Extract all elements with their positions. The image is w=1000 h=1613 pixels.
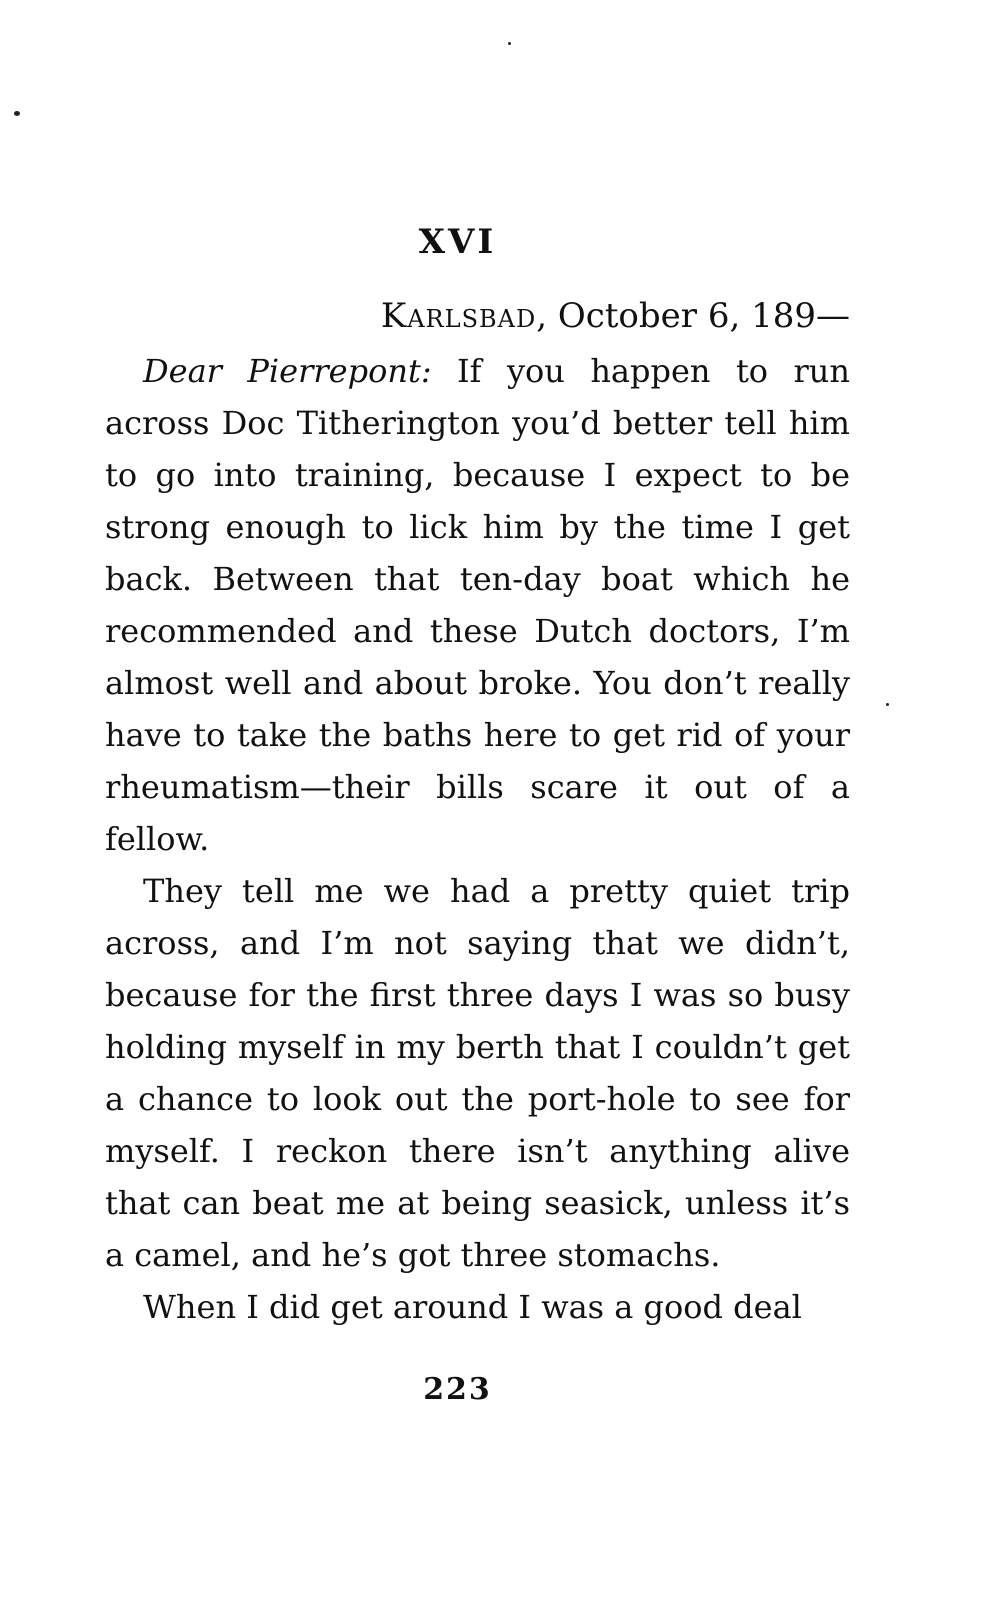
ink-speck — [508, 42, 511, 45]
paragraph-text: If you happen to run across Doc Titherington you’d better tell him to go into training, because I expect to be strong enough to lick him by the time I get back. Between that ten-day boat which he recommended and these Dutch doctors, I’m almost well and about broke. You don’t really have to take the baths here to get rid of your rheumatism—their bills scare it out of a fellow. — [105, 352, 851, 858]
letter-dateline — [381, 296, 850, 336]
page-number: 223 — [423, 1372, 492, 1407]
ink-speck — [886, 703, 889, 706]
paragraph: When I did get around I was a good deal — [143, 1288, 802, 1326]
chapter-heading: XVI — [418, 222, 497, 262]
paragraph: They tell me we had a pretty quiet trip across, and I’m not saying that we didn’t, because for the first three days I was so busy holding myself in my berth that I couldn’t get a chance to look out the port-hole to see for myself. I reckon there isn’t anything alive that can beat me at being seasick, unless it’s a camel, and he’s got three stomachs. — [105, 872, 850, 1274]
letter-body — [105, 345, 850, 1333]
dateline-place: Karlsbad — [380, 296, 537, 336]
paragraph — [105, 345, 850, 865]
ink-speck — [14, 111, 20, 116]
dateline-date: , October 6, 189— — [536, 296, 850, 336]
letter-salutation: Dear Pierrepont: — [143, 352, 432, 390]
